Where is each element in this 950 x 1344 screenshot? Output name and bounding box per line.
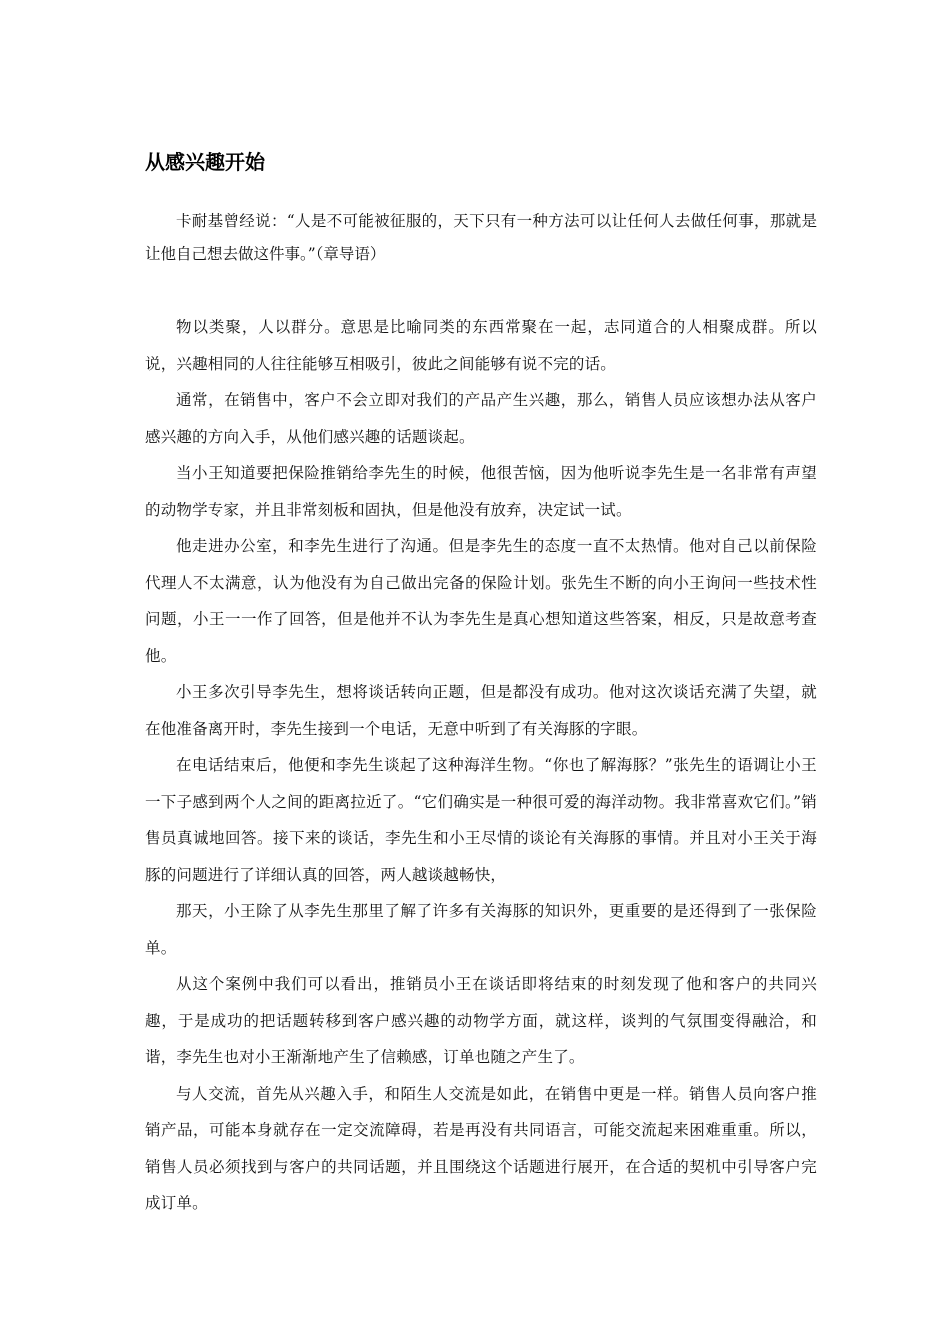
chapter-intro-quote: 卡耐基曾经说：“人是不可能被征服的，天下只有一种方法可以让任何人去做任何事，那就是让他自己想去做这件事。”（章导语） [145, 212, 817, 263]
paragraph: 当小王知道要把保险推销给李先生的时候，他很苦恼，因为他听说李先生是一名非常有声望的动物学专家，并且非常刻板和固执，但是他没有放弃，决定试一试。 [145, 464, 817, 519]
paragraph: 通常，在销售中，客户不会立即对我们的产品产生兴趣，那么，销售人员应该想办法从客户感兴趣的方向入手，从他们感兴趣的话题谈起。 [145, 391, 817, 446]
paragraph: 小王多次引导李先生，想将谈话转向正题，但是都没有成功。他对这次谈话充满了失望，就在他准备离开时，李先生接到一个电话，无意中听到了有关海豚的字眼。 [145, 683, 817, 738]
paragraph: 与人交流，首先从兴趣入手，和陌生人交流是如此，在销售中更是一样。销售人员向客户推销产品，可能本身就存在一定交流障碍，若是再没有共同语言，可能交流起来困难重重。所以，销售人员必须找到与客户的共同话题，并且围绕这个话题进行展开，在合适的契机中引导客户完成订单。 [145, 1084, 817, 1212]
paragraph: 在电话结束后，他便和李先生谈起了这种海洋生物。“你也了解海豚？”张先生的语调让小王一下子感到两个人之间的距离拉近了。“它们确实是一种很可爱的海洋动物。我非常喜欢它们。”销售员真诚地回答。接下来的谈话，李先生和小王尽情的谈论有关海豚的事情。并且对小王关于海豚的问题进行了详细认真的回答，两人越谈越畅快， [145, 756, 817, 884]
article-body [145, 309, 817, 1222]
paragraph: 从这个案例中我们可以看出，推销员小王在谈话即将结束的时刻发现了他和客户的共同兴趣，于是成功的把话题转移到客户感兴趣的动物学方面，就这样，谈判的气氛围变得融洽，和谐，李先生也对小王渐渐地产生了信赖感，订单也随之产生了。 [145, 975, 817, 1066]
paragraph: 他走进办公室，和李先生进行了沟通。但是李先生的态度一直不太热情。他对自己以前保险代理人不太满意，认为他没有为自己做出完备的保险计划。张先生不断的向小王询问一些技术性问题，小王一一作了回答，但是他并不认为李先生是真心想知道这些答案，相反，只是故意考查他。 [145, 537, 817, 665]
paragraph: 物以类聚，人以群分。意思是比喻同类的东西常聚在一起，志同道合的人相聚成群。所以说，兴趣相同的人往往能够互相吸引，彼此之间能够有说不完的话。 [145, 318, 817, 373]
paragraph: 那天，小王除了从李先生那里了解了许多有关海豚的知识外，更重要的是还得到了一张保险单。 [145, 902, 817, 957]
page-title: 从感兴趣开始 [145, 150, 265, 174]
